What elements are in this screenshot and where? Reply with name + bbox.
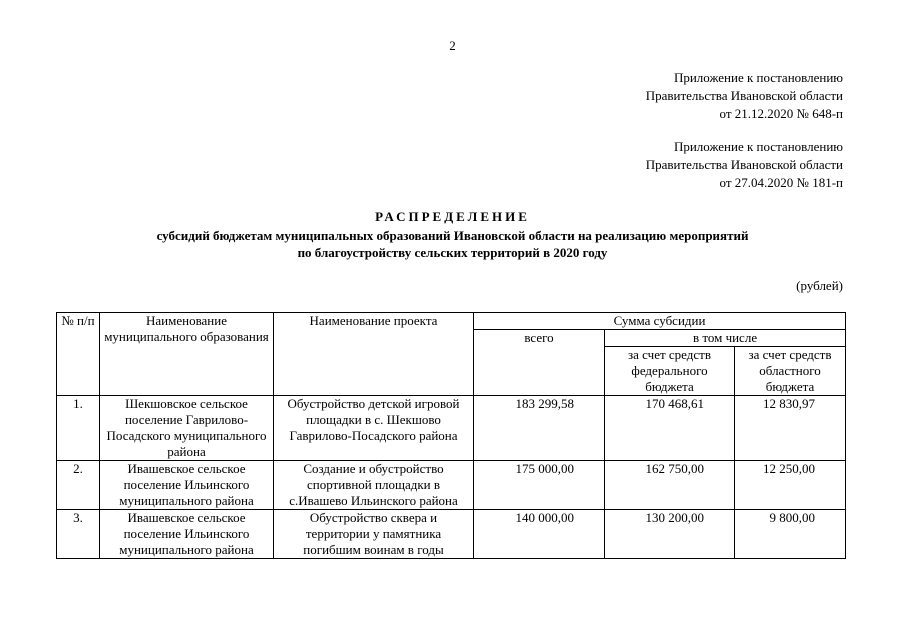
table-row	[57, 510, 846, 559]
row-municipality: Ивашевское сельское поселение Ильинского муниципального района	[100, 510, 274, 559]
title-main: РАСПРЕДЕЛЕНИЕ	[375, 209, 530, 224]
row-project: Создание и обустройство спортивной площадки в с.Ивашево Ильинского района	[274, 461, 474, 510]
row-project: Обустройство детской игровой площадки в с. Шекшово Гаврилово-Посадского района	[274, 396, 474, 461]
units-label: (рублей)	[796, 278, 843, 293]
row-num: 1.	[57, 396, 100, 461]
row-num: 3.	[57, 510, 100, 559]
row-total: 175 000,00	[474, 461, 605, 510]
title-line2: субсидий бюджетам муниципальных образований Ивановской области на реализацию мероприятий	[156, 228, 749, 243]
appendix-previous-line2: Правительства Ивановской области	[645, 157, 843, 172]
document-title	[60, 208, 845, 261]
row-regional: 12 250,00	[735, 461, 846, 510]
header-federal: за счет средств федерального бюджета	[605, 347, 735, 396]
distribution-table	[56, 312, 846, 559]
table-row	[57, 396, 846, 461]
header-regional: за счет средств областного бюджета	[735, 347, 846, 396]
title-line3: по благоустройству сельских территорий в 2020 году	[297, 245, 608, 260]
row-federal: 170 468,61	[605, 396, 735, 461]
appendix-current-line1: Приложение к постановлению	[673, 70, 843, 85]
page-number: 2	[449, 38, 456, 53]
row-total: 183 299,58	[474, 396, 605, 461]
row-federal: 130 200,00	[605, 510, 735, 559]
row-municipality: Шекшовское сельское поселение Гаврилово-Посадского муниципального района	[100, 396, 274, 461]
header-sum: Сумма субсидии	[474, 313, 846, 330]
header-row-1	[57, 313, 846, 330]
row-total: 140 000,00	[474, 510, 605, 559]
appendix-previous-line1: Приложение к постановлению	[673, 139, 843, 154]
row-federal: 162 750,00	[605, 461, 735, 510]
header-num: № п/п	[57, 313, 100, 396]
table-row	[57, 461, 846, 510]
row-municipality: Ивашевское сельское поселение Ильинского муниципального района	[100, 461, 274, 510]
appendix-current	[646, 69, 843, 123]
header-including: в том числе	[605, 330, 846, 347]
row-regional: 12 830,97	[735, 396, 846, 461]
row-num: 2.	[57, 461, 100, 510]
appendix-current-line3: от 21.12.2020 № 648-п	[719, 106, 843, 121]
appendix-previous-line3: от 27.04.2020 № 181-п	[719, 175, 843, 190]
header-total: всего	[474, 330, 605, 396]
row-project: Обустройство сквера и территории у памятника погибшим воинам в годы	[274, 510, 474, 559]
header-project: Наименование проекта	[274, 313, 474, 396]
appendix-previous	[646, 138, 843, 192]
header-municipality: Наименование муниципального образования	[100, 313, 274, 396]
row-regional: 9 800,00	[735, 510, 846, 559]
appendix-current-line2: Правительства Ивановской области	[645, 88, 843, 103]
